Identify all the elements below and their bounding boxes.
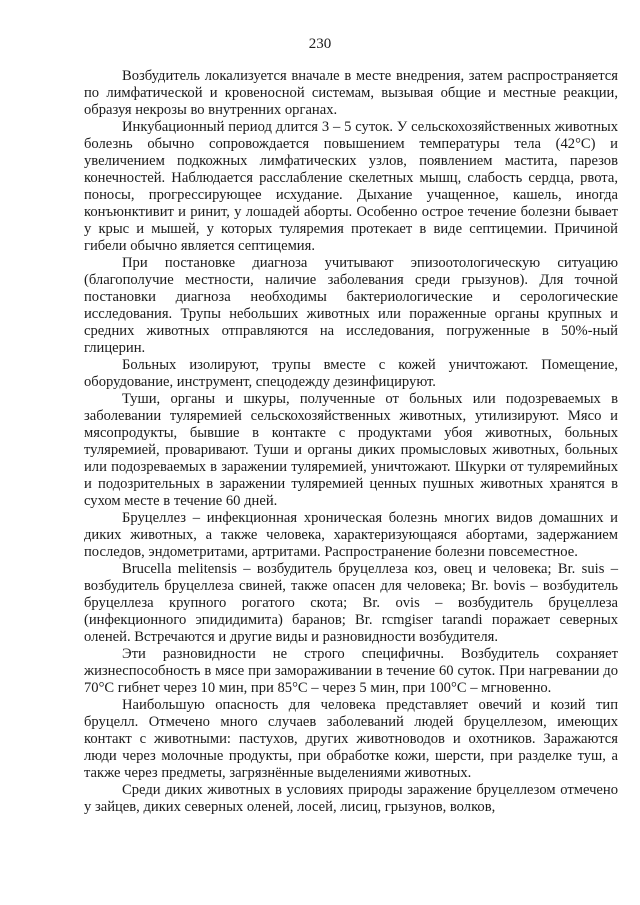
page-number: 230	[308, 36, 332, 52]
paragraph-diagnosis: При постановке диагноза учитывают эпизоотологическую ситуацию (благополучие местности, наличие заболевания среди грызунов). Для точной постановки диагноза необходимы бактериологические и серологические исследования. Трупы небольших животных или пораженные органы крупных и средних животных отправляются на исследования, погруженные в 50%-ный глицерин.	[84, 255, 618, 356]
paragraph-pathogenesis: Возбудитель локализуется вначале в месте внедрения, затем распространяется по лимфатической и кровеносной системам, вызывая общие и местные реакции, образуя некрозы во внутренних органах.	[84, 68, 618, 118]
text-body	[84, 68, 618, 816]
paragraph-incubation: Инкубационный период длится 3 – 5 суток. У сельскохозяйственных животных болезнь обычно сопровождается повышением температуры тела (42°С) и увеличением подкожных лимфатических узлов, появлением мастита, парезов конечностей. Наблюдается расслабление скелетных мышц, слабость сердца, рвота, поносы, прогрессирующее исхудание. Дыхание учащенное, кашель, иногда конъюнктивит и ринит, у лошадей аборты. Особенно острое течение болезни бывает у крыс и мышей, у которых туляремия протекает в виде септицемии. Причиной гибели обычно является септицемия.	[84, 119, 618, 254]
paragraph-wild-animals: Среди диких животных в условиях природы заражение бруцеллезом отмечено у зайцев, диких северных оленей, лосей, лисиц, грызунов, волков,	[84, 782, 618, 815]
paragraph-resistance: Эти разновидности не строго специфичны. Возбудитель сохраняет жизнеспособность в мясе при замораживании в течение 60 суток. При нагревании до 70°С гибнет через 10 мин, при 85°С – через 5 мин, при 100°С – мгновенно.	[84, 646, 618, 696]
paragraph-human-danger: Наибольшую опасность для человека представляет овечий и козий тип бруцелл. Отмечено много случаев заболеваний людей бруцеллезом, имеющих контакт с животными: пастухов, других животноводов и охотников. Заражаются люди через молочные продукты, при обработке кожи, шерсти, при разделке туш, а также через предметы, загрязнённые выделениями животных.	[84, 697, 618, 781]
paragraph-isolation: Больных изолируют, трупы вместе с кожей уничтожают. Помещение, оборудование, инструмент, спецодежду дезинфицируют.	[84, 357, 618, 390]
paragraph-carcass-handling: Туши, органы и шкуры, полученные от больных или подозреваемых в заболевании туляремией сельскохозяйственных животных, утилизируют. Мясо и мясопродукты, бывшие в контакте с продуктами убоя животных, больных туляремией, проваривают. Туши и органы диких промысловых животных, больных или подозреваемых в заражении туляремией, уничтожают. Шкурки от туляремийных и подозрительных в заражении туляремией ценных пушных животных хранятся в сухом месте в течение 60 дней.	[84, 391, 618, 509]
paragraph-brucellosis-definition: Бруцеллез – инфекционная хроническая болезнь многих видов домашних и диких животных, а также человека, характеризующаяся абортами, задержанием последов, эндометритами, артритами. Распространение болезни повсеместное.	[84, 510, 618, 560]
paragraph-brucella-species: Brucella melitensis – возбудитель бруцеллеза коз, овец и человека; Br. suis – возбудитель бруцеллеза свиней, также опасен для человека; Br. bovis – возбудитель бруцеллеза крупного рогатого скота; Br. ovis – возбудитель бруцеллеза (инфекционного эпидидимита) баранов; Br. rcmgiser tarandi поражает северных оленей. Встречаются и другие виды и разновидности возбудителя.	[84, 561, 618, 645]
